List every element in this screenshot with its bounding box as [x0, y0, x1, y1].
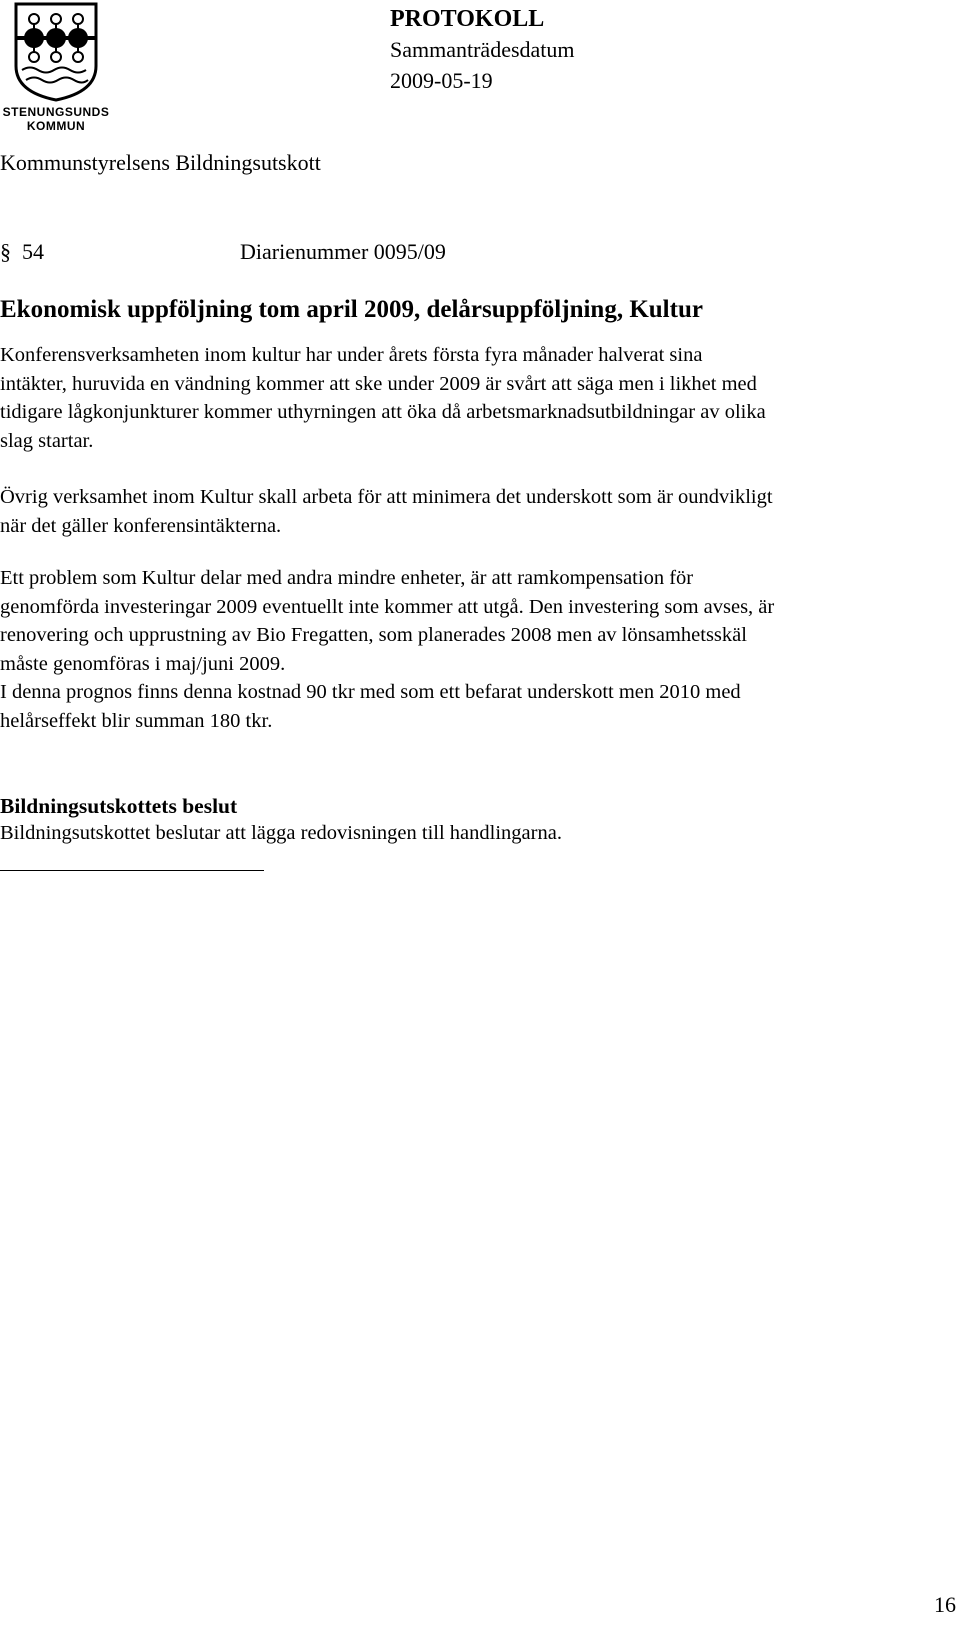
- logo-text-line2: KOMMUN: [26, 119, 86, 133]
- paragraph-number: 54: [22, 239, 44, 264]
- decision-text: [0, 819, 960, 848]
- text-line: Bildningsutskottet beslutar att lägga redovisningen till handlingarna.: [0, 822, 562, 844]
- text-line: Konferensverksamheten inom kultur har under årets första fyra månader halverat sina: [0, 344, 703, 366]
- paragraph-reference: [0, 237, 600, 269]
- item-title: Ekonomisk uppföljning tom april 2009, delårsuppföljning, Kultur: [0, 296, 703, 323]
- document-header: [390, 4, 690, 96]
- signature-line: [0, 870, 264, 871]
- document-type: PROTOKOLL: [390, 6, 545, 32]
- text-line: intäkter, huruvida en vändning kommer att ske under 2009 är svårt att säga men i likhet med: [0, 372, 757, 395]
- coat-of-arms-icon: [0, 0, 120, 134]
- meeting-date-value: 2009-05-19: [390, 68, 493, 93]
- text-line: Övrig verksamhet inom Kultur skall arbeta för att minimera det underskott som är oundvikligt: [0, 486, 773, 508]
- page-number: 16: [934, 1592, 956, 1617]
- decision-heading: Bildningsutskottets beslut: [0, 794, 238, 818]
- committee-name: Kommunstyrelsens Bildningsutskott: [0, 150, 321, 175]
- meeting-date-label: Sammanträdesdatum: [390, 37, 575, 62]
- text-line: I denna prognos finns denna kostnad 90 tkr med som ett befarat underskott men 2010 med: [0, 681, 741, 703]
- text-line: Ett problem som Kultur delar med andra mindre enheter, är att ramkompensation för: [0, 567, 694, 589]
- text-line: när det gäller konferensintäkterna.: [0, 514, 282, 537]
- text-line: tidigare lågkonjunkturer kommer uthyrningen att öka då arbetsmarknadsutbildningar av olika: [0, 401, 766, 423]
- body-paragraph-2: [0, 483, 960, 540]
- logo-text-line1: STENUNGSUNDS: [2, 105, 110, 119]
- text-line: måste genomföras i maj/juni 2009.: [0, 652, 286, 675]
- body-paragraph-1: [0, 341, 960, 455]
- text-line: renovering och upprustning av Bio Fregatten, som planerades 2008 men av lönsamhetsskäl: [0, 624, 747, 646]
- municipality-logo: [0, 0, 120, 134]
- text-line: genomförda investeringar 2009 eventuellt inte kommer att utgå. Den investering som avses, är: [0, 595, 775, 618]
- body-paragraph-3: [0, 564, 960, 735]
- paragraph-sign: §: [0, 239, 11, 264]
- text-line: slag startar.: [0, 429, 94, 452]
- diary-number: Diarienummer 0095/09: [240, 239, 446, 264]
- text-line: helårseffekt blir summan 180 tkr.: [0, 709, 273, 732]
